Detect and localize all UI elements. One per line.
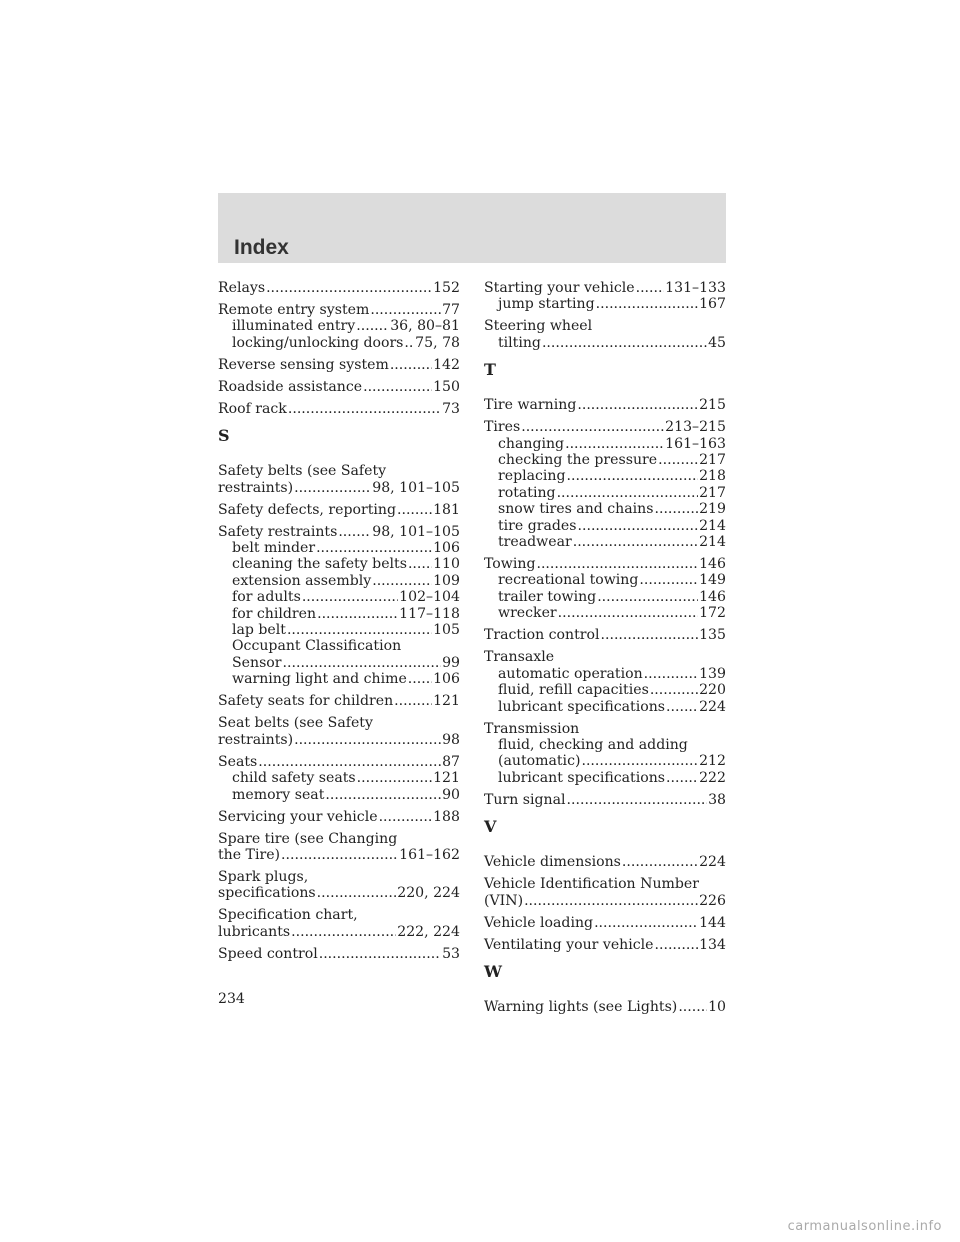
index-subentry xyxy=(484,436,726,452)
index-line xyxy=(218,463,460,479)
dot-leader xyxy=(319,946,441,962)
entry-term: Safety seats for children xyxy=(218,693,394,710)
entry-term: recreational towing xyxy=(498,572,639,589)
page-reference: 226 xyxy=(699,892,726,909)
index-subentry xyxy=(484,296,726,312)
index-line xyxy=(218,754,460,770)
index-entry xyxy=(484,792,726,808)
index-line xyxy=(484,854,726,870)
index-line xyxy=(484,627,726,643)
dot-leader xyxy=(404,335,414,351)
index-entry xyxy=(218,502,460,518)
index-subentry xyxy=(218,671,460,687)
page-reference: 98 xyxy=(442,731,460,748)
dot-leader xyxy=(650,682,698,698)
entry-term: illuminated entry xyxy=(232,318,356,335)
index-line xyxy=(484,893,726,909)
dot-leader xyxy=(658,452,698,468)
entry-term: checking the pressure xyxy=(498,452,658,469)
page-reference: 161–162 xyxy=(399,846,460,863)
page-reference: 110 xyxy=(433,556,460,573)
entry-term: Steering wheel xyxy=(484,318,593,335)
index-entry xyxy=(218,401,460,417)
index-column-left xyxy=(218,280,460,968)
page-reference: 149 xyxy=(699,572,726,589)
entry-term: restraints) xyxy=(218,731,294,748)
page-reference: 214 xyxy=(699,534,726,551)
entry-term: Spark plugs, xyxy=(218,868,309,885)
index-line xyxy=(218,480,460,496)
index-line xyxy=(218,847,460,863)
entry-term: Roof rack xyxy=(218,400,287,417)
index-entry xyxy=(484,854,726,870)
index-subentry xyxy=(218,318,460,334)
dot-leader xyxy=(408,671,432,687)
page-reference: 214 xyxy=(699,517,726,534)
dot-leader xyxy=(363,379,432,395)
entry-term: Traction control xyxy=(484,627,600,644)
index-subentry xyxy=(484,682,726,698)
entry-term: lubricants xyxy=(218,923,291,940)
page-reference: 106 xyxy=(433,671,460,688)
dot-leader xyxy=(317,606,398,622)
entry-term: Relays xyxy=(218,280,266,296)
index-subentry xyxy=(484,666,726,682)
entry-term: Servicing your vehicle xyxy=(218,808,378,825)
entry-term: Transmission xyxy=(484,720,580,737)
index-line xyxy=(484,280,726,296)
page-reference: 53 xyxy=(442,945,460,962)
index-subentry xyxy=(218,589,460,605)
entry-term: replacing xyxy=(498,468,566,485)
page-reference: 146 xyxy=(699,588,726,605)
dot-leader xyxy=(408,556,432,572)
index-line xyxy=(484,649,726,665)
index-line xyxy=(218,357,460,373)
index-subentry xyxy=(218,622,460,638)
entry-term: Occupant Classification xyxy=(232,638,402,655)
index-line xyxy=(484,792,726,808)
index-subentry xyxy=(484,468,726,484)
index-subentry xyxy=(484,605,726,621)
index-entry xyxy=(218,869,460,902)
index-subentry xyxy=(218,335,460,351)
entry-term: lubricant specifications xyxy=(498,698,666,715)
page-reference: 217 xyxy=(699,484,726,501)
entry-term: fluid, refill capacities xyxy=(498,682,649,699)
dot-leader xyxy=(325,787,441,803)
page-reference: 131–133 xyxy=(665,280,726,296)
dot-leader xyxy=(291,924,396,940)
entry-term: memory seat xyxy=(232,786,325,803)
page-reference: 222 xyxy=(699,769,726,786)
page-reference: 99 xyxy=(442,654,460,671)
section-letter: T xyxy=(484,360,496,380)
index-entry xyxy=(218,946,460,962)
page-reference: 220, 224 xyxy=(397,885,460,902)
dot-leader xyxy=(317,885,397,901)
index-line xyxy=(218,302,460,318)
dot-leader xyxy=(565,436,664,452)
entry-term: changing xyxy=(498,435,565,452)
dot-leader xyxy=(394,693,432,709)
page-reference: 102–104 xyxy=(399,589,460,606)
index-line xyxy=(218,831,460,847)
entry-term: Safety defects, reporting xyxy=(218,501,396,518)
entry-term: fluid, checking and adding xyxy=(498,736,688,753)
page-reference: 77 xyxy=(442,302,460,318)
entry-term: lap belt xyxy=(232,622,286,639)
entry-term: trailer towing xyxy=(498,588,597,605)
dot-leader xyxy=(372,573,432,589)
entry-term: Speed control xyxy=(218,945,318,962)
dot-leader xyxy=(557,485,699,501)
dot-leader xyxy=(294,732,441,748)
dot-leader xyxy=(524,893,698,909)
entry-term: lubricant specifications xyxy=(498,769,666,786)
entry-term: Seats xyxy=(218,753,258,770)
index-line xyxy=(218,280,460,296)
index-entry xyxy=(218,524,460,688)
index-subentry xyxy=(484,534,726,550)
entry-term: Tires xyxy=(484,419,521,436)
index-subentry xyxy=(218,655,460,671)
index-subentry xyxy=(484,518,726,534)
dot-leader xyxy=(338,524,371,540)
index-entry xyxy=(484,397,726,413)
page-reference: 212 xyxy=(699,753,726,770)
dot-leader xyxy=(567,468,699,484)
dot-leader xyxy=(622,854,698,870)
entry-term: automatic operation xyxy=(498,665,643,682)
index-subentry xyxy=(218,573,460,589)
dot-leader xyxy=(578,518,699,534)
dot-leader xyxy=(567,792,708,808)
page-reference: 220 xyxy=(699,682,726,699)
index-line xyxy=(218,907,460,923)
entry-term: child safety seats xyxy=(232,770,356,787)
entry-term: Remote entry system xyxy=(218,302,370,318)
dot-leader xyxy=(601,627,699,643)
section-letter: S xyxy=(218,426,230,446)
page-reference: 218 xyxy=(699,468,726,485)
index-entry xyxy=(218,809,460,825)
dot-leader xyxy=(542,335,707,351)
dot-leader xyxy=(655,937,699,953)
dot-leader xyxy=(654,501,698,517)
index-line xyxy=(218,732,460,748)
index-line xyxy=(484,915,726,931)
dot-leader xyxy=(596,296,698,312)
dot-leader xyxy=(294,480,371,496)
index-subentry xyxy=(484,699,726,715)
page-reference: 45 xyxy=(708,334,726,351)
index-line xyxy=(218,715,460,731)
dot-leader xyxy=(281,847,398,863)
index-line xyxy=(218,869,460,885)
index-entry xyxy=(218,831,460,864)
page-number: 234 xyxy=(218,991,245,1007)
page-reference: 10 xyxy=(708,998,726,1015)
index-subentry xyxy=(484,501,726,517)
index-subentry xyxy=(484,770,726,786)
index-entry xyxy=(484,915,726,931)
dot-leader xyxy=(536,556,698,572)
dot-leader xyxy=(573,534,698,550)
index-line xyxy=(218,693,460,709)
dot-leader xyxy=(666,699,698,715)
page-reference: 167 xyxy=(699,296,726,313)
dot-leader xyxy=(644,666,698,682)
dot-leader xyxy=(581,753,698,769)
index-column-right xyxy=(484,280,726,1021)
index-subentry xyxy=(484,589,726,605)
entry-term: cleaning the safety belts xyxy=(232,556,407,573)
index-line xyxy=(484,999,726,1015)
entry-term: Ventilating your vehicle xyxy=(484,936,654,953)
watermark: carmanualsonline.info xyxy=(787,1219,942,1234)
dot-leader xyxy=(390,357,432,373)
index-subentry xyxy=(484,753,726,769)
page-reference: 142 xyxy=(433,356,460,373)
entry-term: (automatic) xyxy=(498,753,581,770)
index-subentry xyxy=(484,335,726,351)
page-reference: 106 xyxy=(433,540,460,557)
index-entry xyxy=(218,715,460,748)
index-entry xyxy=(484,649,726,715)
entry-term: snow tires and chains xyxy=(498,501,654,518)
section-letter: V xyxy=(484,817,497,837)
index-line xyxy=(218,809,460,825)
dot-leader xyxy=(288,401,441,417)
entry-term: Specification chart, xyxy=(218,907,358,924)
index-entry xyxy=(484,937,726,953)
page-reference: 90 xyxy=(442,786,460,803)
page-reference: 36, 80–81 xyxy=(390,318,460,335)
entry-term: Safety restraints xyxy=(218,523,338,540)
section-letter: W xyxy=(484,961,502,981)
page-reference: 224 xyxy=(699,698,726,715)
index-entry xyxy=(484,556,726,622)
index-line xyxy=(218,885,460,901)
entry-term: Spare tire (see Changing xyxy=(218,830,398,847)
entry-term: Vehicle dimensions xyxy=(484,854,621,871)
page-reference: 75, 78 xyxy=(415,334,460,351)
page-reference: 146 xyxy=(699,556,726,573)
dot-leader xyxy=(379,809,433,825)
dot-leader xyxy=(266,280,432,296)
page-reference: 224 xyxy=(699,854,726,871)
entry-term: Vehicle loading xyxy=(484,914,594,931)
page-reference: 98, 101–105 xyxy=(372,479,460,496)
dot-leader xyxy=(639,572,698,588)
page-reference: 161–163 xyxy=(665,435,726,452)
entry-term: Seat belts (see Safety xyxy=(218,715,373,732)
index-entry xyxy=(484,280,726,313)
index-entry xyxy=(218,754,460,803)
index-line xyxy=(484,556,726,572)
index-entry xyxy=(218,907,460,940)
entry-term: for adults xyxy=(232,589,301,606)
index-subentry xyxy=(484,572,726,588)
entry-term: Warning lights (see Lights) xyxy=(484,998,678,1015)
dot-leader xyxy=(636,280,665,296)
entry-term: Roadside assistance xyxy=(218,378,363,395)
page-reference: 181 xyxy=(433,501,460,518)
page-reference: 105 xyxy=(433,622,460,639)
entry-term: Turn signal xyxy=(484,791,566,808)
index-line xyxy=(218,379,460,395)
page-reference: 213–215 xyxy=(665,419,726,436)
entry-term: extension assembly xyxy=(232,572,372,589)
page-reference: 188 xyxy=(433,808,460,825)
page-reference: 38 xyxy=(708,791,726,808)
index-header-bar xyxy=(218,193,726,263)
page-reference: 144 xyxy=(699,914,726,931)
dot-leader xyxy=(558,605,698,621)
page-reference: 73 xyxy=(442,400,460,417)
entry-term: treadwear xyxy=(498,534,572,551)
index-entry xyxy=(218,280,460,296)
dot-leader xyxy=(666,770,698,786)
index-line xyxy=(218,502,460,518)
dot-leader xyxy=(370,302,441,318)
dot-leader xyxy=(678,999,707,1015)
index-line xyxy=(218,946,460,962)
index-subentry xyxy=(484,737,726,753)
entry-term: for children xyxy=(232,605,317,622)
dot-leader xyxy=(258,754,441,770)
entry-term: rotating xyxy=(498,484,556,501)
page-reference: 217 xyxy=(699,452,726,469)
index-line xyxy=(484,318,726,334)
index-line xyxy=(484,937,726,953)
entry-term: Vehicle Identification Number xyxy=(484,876,699,893)
index-subentry xyxy=(218,540,460,556)
dot-leader xyxy=(356,318,389,334)
index-subentry xyxy=(484,452,726,468)
index-subentry xyxy=(218,638,460,654)
index-entry xyxy=(484,419,726,550)
page-reference: 117–118 xyxy=(399,605,460,622)
index-line xyxy=(484,876,726,892)
index-entry xyxy=(484,318,726,351)
index-entry xyxy=(218,357,460,373)
entry-term: Safety belts (see Safety xyxy=(218,463,387,480)
page-reference: 139 xyxy=(699,665,726,682)
dot-leader xyxy=(357,770,432,786)
page-reference: 172 xyxy=(699,605,726,622)
page-reference: 98, 101–105 xyxy=(372,523,460,540)
entry-term: tire grades xyxy=(498,517,577,534)
dot-leader xyxy=(302,589,398,605)
index-entry xyxy=(484,627,726,643)
entry-term: belt minder xyxy=(232,540,316,557)
dot-leader xyxy=(521,419,664,435)
dot-leader xyxy=(594,915,698,931)
index-line xyxy=(218,524,460,540)
entry-term: Tire warning xyxy=(484,397,577,414)
dot-leader xyxy=(397,502,432,518)
index-subentry xyxy=(218,770,460,786)
page-reference: 121 xyxy=(433,770,460,787)
entry-term: wrecker xyxy=(498,605,557,622)
index-entry xyxy=(218,302,460,351)
dot-leader xyxy=(577,397,698,413)
entry-term: Towing xyxy=(484,556,536,573)
entry-term: Reverse sensing system xyxy=(218,356,389,373)
index-entry xyxy=(218,379,460,395)
dot-leader xyxy=(287,622,432,638)
dot-leader xyxy=(283,655,442,671)
entry-term: Starting your vehicle xyxy=(484,280,635,296)
page-reference: 150 xyxy=(433,378,460,395)
page-reference: 219 xyxy=(699,501,726,518)
dot-leader xyxy=(597,589,698,605)
index-line xyxy=(218,924,460,940)
page-reference: 222, 224 xyxy=(397,923,460,940)
dot-leader xyxy=(316,540,432,556)
entry-term: the Tire) xyxy=(218,846,281,863)
page-title: Index xyxy=(234,236,289,259)
index-line xyxy=(484,419,726,435)
index-entry xyxy=(484,876,726,909)
entry-term: (VIN) xyxy=(484,892,524,909)
page-reference: 152 xyxy=(433,280,460,296)
page-reference: 134 xyxy=(699,936,726,953)
entry-term: jump starting xyxy=(498,296,595,313)
index-subentry xyxy=(218,556,460,572)
index-entry xyxy=(484,721,726,787)
index-entry xyxy=(218,693,460,709)
index-subentry xyxy=(218,787,460,803)
index-subentry xyxy=(218,606,460,622)
entry-term: Transaxle xyxy=(484,649,555,666)
index-subentry xyxy=(484,485,726,501)
index-entry xyxy=(484,999,726,1015)
page-reference: 215 xyxy=(699,397,726,414)
index-entry xyxy=(218,463,460,496)
page-reference: 87 xyxy=(442,753,460,770)
page-reference: 121 xyxy=(433,693,460,710)
index-line xyxy=(218,401,460,417)
entry-term: tilting xyxy=(498,334,541,351)
entry-term: locking/unlocking doors xyxy=(232,334,404,351)
page-reference: 109 xyxy=(433,572,460,589)
entry-term: specifications xyxy=(218,885,316,902)
entry-term: restraints) xyxy=(218,479,294,496)
entry-term: warning light and chime xyxy=(232,671,407,688)
index-line xyxy=(484,397,726,413)
entry-term: Sensor xyxy=(232,654,282,671)
page-reference: 135 xyxy=(699,627,726,644)
index-line xyxy=(484,721,726,737)
